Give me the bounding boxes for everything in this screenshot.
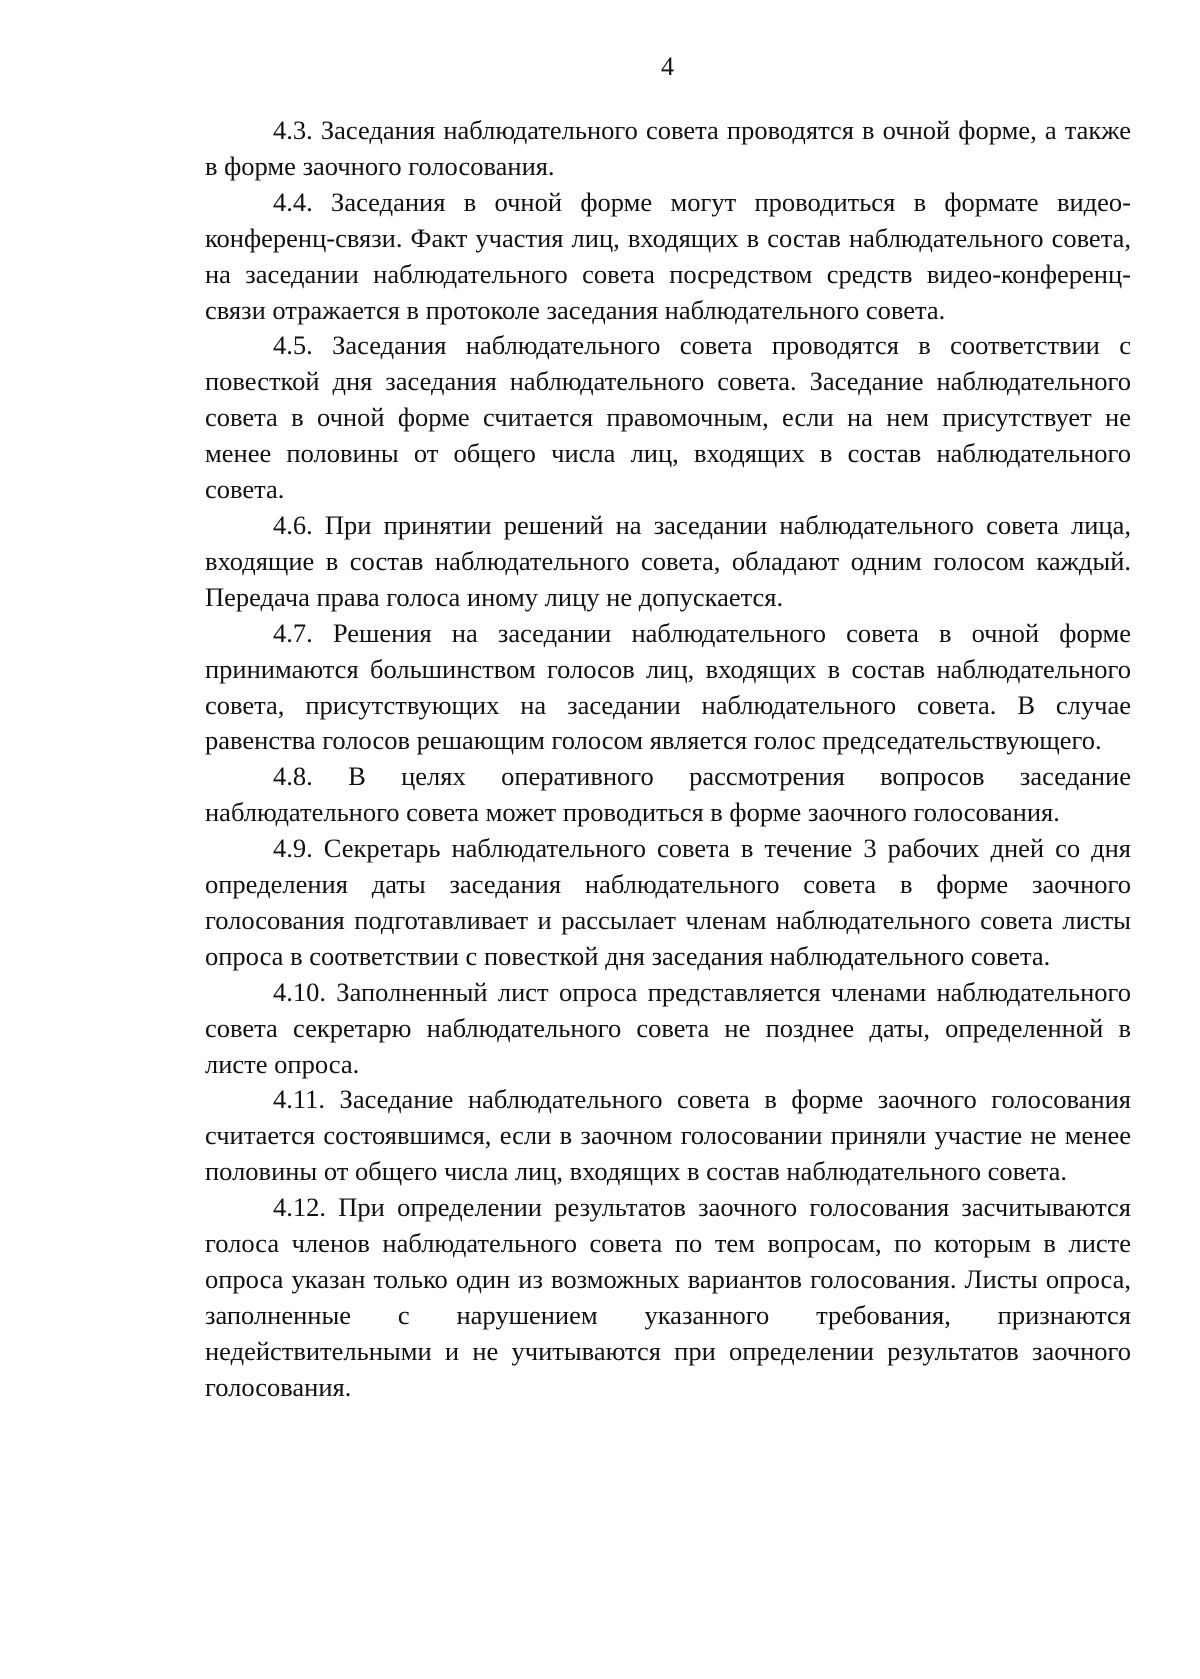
paragraph-4-5: 4.5. Заседания наблюдательного совета проводятся в соответствии с повесткой дня заседания наблюдательного совета. Заседание наблюдательного совета в очной форме считается правомочным, если на нем присутствует не менее половины от общего числа лиц, входящих в состав наблюдательного совета. [205, 330, 1131, 505]
page-number: 4 [661, 52, 674, 81]
paragraph-4-3: 4.3. Заседания наблюдательного совета проводятся в очной форме, а также в форме заочного голосования. [205, 115, 1131, 181]
document-body [205, 113, 1131, 1406]
paragraph-4-10: 4.10. Заполненный лист опроса представляется членами наблюдательного совета секретарю наблюдательного совета не позднее даты, определенной в листе опроса. [205, 976, 1131, 1079]
paragraph-4-9: 4.9. Секретарь наблюдательного совета в течение 3 рабочих дней со дня определения даты заседания наблюдательного совета в форме заочного голосования подготавливает и рассылает членам наблюдательного совета листы опроса в соответствии с повесткой дня заседания наблюдательного совета. [205, 833, 1131, 971]
paragraph-4-4: 4.4. Заседания в очной форме могут проводиться в формате видео-конференц-связи. Факт участия лиц, входящих в состав наблюдательного совета, на заседании наблюдательного совета посредством средств видео-конференц-связи отражается в протоколе заседания наблюдательного совета. [205, 186, 1131, 325]
paragraph-4-11: 4.11. Заседание наблюдательного совета в форме заочного голосования считается состоявшимся, если в заочном голосовании приняли участие не менее половины от общего числа лиц, входящих в состав наблюдательного совета. [205, 1084, 1131, 1187]
paragraph-4-8: 4.8. В целях оперативного рассмотрения вопросов заседание наблюдательного совета может проводиться в форме заочного голосования. [205, 761, 1131, 828]
paragraph-4-7: 4.7. Решения на заседании наблюдательного совета в очной форме принимаются большинством голосов лиц, входящих в состав наблюдательного совета, присутствующих на заседании наблюдательного совета. В случае равенства голосов решающим голосом является голос председательствующего. [205, 617, 1131, 756]
paragraph-4-6: 4.6. При принятии решений на заседании наблюдательного совета лица, входящие в состав наблюдательного совета, обладают одним голосом каждый. Передача права голоса иному лицу не допускается. [205, 509, 1131, 612]
paragraph-4-12: 4.12. При определении результатов заочного голосования засчитываются голоса членов наблюдательного совета по тем вопросам, по которым в листе опроса указан только один из возможных вариантов голосования. Листы опроса, заполненные с нарушением указанного требования, признаются недействительными и не учитываются при определении результатов заочного голосования. [205, 1192, 1131, 1402]
